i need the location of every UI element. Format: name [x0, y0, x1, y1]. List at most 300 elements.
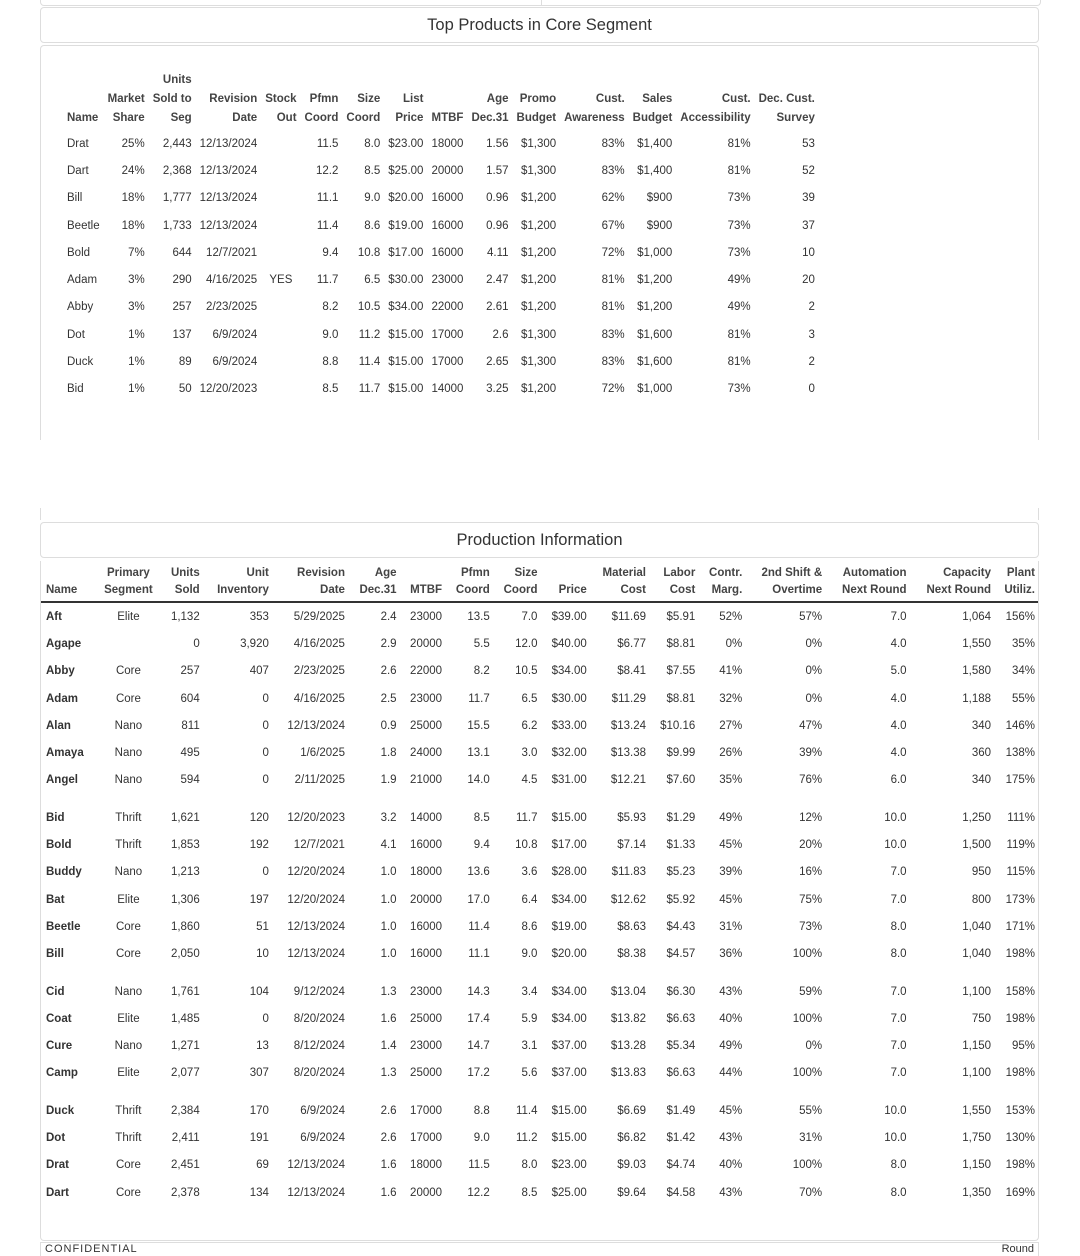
- column-header-line: MTBF: [410, 584, 443, 596]
- table-cell: 12.0: [515, 637, 538, 650]
- table-cell: 20000: [431, 164, 464, 177]
- table-cell: 169%: [1005, 1186, 1035, 1199]
- table-cell: 6/9/2024: [212, 356, 258, 369]
- table-cell: 49%: [727, 301, 751, 314]
- table-cell: Beetle: [46, 920, 81, 933]
- table-cell: 1,306: [170, 893, 200, 906]
- table-cell: 81%: [727, 164, 751, 177]
- table-cell: 7.0: [890, 985, 907, 998]
- table-cell: $10.16: [660, 719, 696, 732]
- table-cell: $13.28: [610, 1040, 646, 1053]
- table-cell: 40%: [719, 1159, 743, 1172]
- table-cell: 2.9: [380, 637, 397, 650]
- table-cell: 72%: [601, 383, 625, 396]
- column-header-line: Primary: [106, 567, 150, 579]
- table-cell: 73%: [799, 920, 823, 933]
- table-cell: 0.96: [486, 192, 509, 205]
- table-cell: 1,500: [962, 839, 992, 852]
- table-cell: $34.00: [551, 893, 587, 906]
- table-cell: Nano: [114, 719, 143, 732]
- table-cell: 198%: [1005, 1012, 1035, 1025]
- table-cell: 81%: [601, 274, 625, 287]
- table-cell: 0.9: [380, 719, 397, 732]
- table-cell: 67%: [601, 219, 625, 232]
- table-cell: 55%: [799, 1104, 823, 1117]
- table-cell: 353: [249, 610, 269, 623]
- table-cell: 0: [262, 747, 269, 760]
- table-cell: 23000: [410, 985, 443, 998]
- table-cell: 2,368: [162, 164, 192, 177]
- table-cell: $32.00: [551, 747, 587, 760]
- table-cell: 8.0: [364, 137, 381, 150]
- table-cell: 1,550: [962, 637, 992, 650]
- table-cell: $28.00: [551, 866, 587, 879]
- table-cell: 4.0: [890, 747, 907, 760]
- column-header-line: Cost: [620, 584, 646, 596]
- table-cell: 407: [249, 665, 269, 678]
- table-cell: 1,150: [962, 1159, 992, 1172]
- table-cell: $8.38: [617, 948, 646, 961]
- table-cell: $6.69: [617, 1104, 646, 1117]
- table-cell: 73%: [727, 383, 751, 396]
- table-cell: 16000: [431, 192, 464, 205]
- table-cell: 25000: [410, 1067, 443, 1080]
- table-cell: 146%: [1005, 719, 1035, 732]
- table-cell: 6.4: [521, 893, 538, 906]
- table-cell: 1,350: [962, 1186, 992, 1199]
- table-cell: $12.21: [610, 774, 646, 787]
- table-cell: $15.00: [388, 356, 424, 369]
- table-cell: Drat: [46, 1159, 70, 1172]
- table-cell: 5.9: [521, 1012, 538, 1025]
- table-cell: 1.9: [380, 774, 397, 787]
- column-header-line: Age: [374, 567, 397, 579]
- table-cell: 2,411: [171, 1131, 200, 1144]
- column-header-line: Name: [67, 112, 99, 124]
- table-cell: Camp: [46, 1067, 78, 1080]
- table-cell: Adam: [46, 692, 78, 705]
- table-cell: 7.0: [890, 1012, 907, 1025]
- table-row: [41, 1087, 1038, 1124]
- table-cell: $31.00: [551, 774, 587, 787]
- table-cell: [261, 321, 300, 348]
- table-cell: 192: [249, 839, 269, 852]
- column-header-line: Coord: [455, 584, 490, 596]
- table-cell: 6.5: [521, 692, 538, 705]
- table-cell: 23000: [431, 274, 464, 287]
- table-cell: 83%: [601, 356, 625, 369]
- column-header-line: Contr.: [709, 567, 743, 579]
- table-cell: 16000: [410, 920, 443, 933]
- table-cell: $20.00: [388, 192, 424, 205]
- table-cell: 11.5: [316, 137, 339, 150]
- table-cell: $34.00: [388, 301, 424, 314]
- table-cell: 10: [802, 246, 815, 259]
- table-cell: 6/9/2024: [212, 328, 258, 341]
- table-cell: $1.29: [666, 811, 696, 824]
- table-cell: 8.8: [473, 1104, 490, 1117]
- column-header: [96, 565, 161, 602]
- column-header: [676, 71, 754, 130]
- table-cell: 3.6: [521, 866, 538, 879]
- table-cell: 8.0: [890, 1186, 907, 1199]
- table-cell: 1,761: [170, 985, 200, 998]
- table-cell: 198%: [1005, 948, 1035, 961]
- table-cell: 1,853: [170, 839, 200, 852]
- table-cell: Amaya: [46, 747, 84, 760]
- table-cell: 340: [971, 774, 992, 787]
- table-cell: 104: [249, 985, 269, 998]
- table-row: [41, 1179, 1038, 1206]
- table-cell: 100%: [792, 1067, 823, 1080]
- table-cell: 115%: [1006, 866, 1035, 879]
- table-row: [61, 185, 819, 212]
- production-info-title: Production Information: [40, 522, 1039, 558]
- column-header-line: Labor: [663, 567, 696, 579]
- table-cell: $8.81: [666, 692, 696, 705]
- table-cell: Core: [115, 665, 141, 678]
- table-cell: 31%: [719, 920, 743, 933]
- column-header: [540, 565, 589, 602]
- table-cell: 1.57: [486, 164, 509, 177]
- table-row: [41, 630, 1038, 657]
- column-header-line: Capacity: [943, 567, 992, 579]
- table-cell: $6.63: [666, 1067, 696, 1080]
- table-cell: 8/20/2024: [293, 1067, 345, 1080]
- table-cell: 23000: [410, 1040, 443, 1053]
- table-cell: 53: [802, 137, 815, 150]
- table-cell: Buddy: [46, 866, 82, 879]
- table-cell: $11.83: [611, 866, 646, 879]
- table-cell: 12/7/2021: [206, 246, 258, 259]
- column-header: [698, 565, 745, 602]
- table-cell: 23000: [410, 610, 443, 623]
- table-cell: $6.30: [666, 985, 696, 998]
- production-info-panel: [40, 561, 1039, 1241]
- table-cell: 8/12/2024: [293, 1040, 345, 1053]
- table-cell: 1.0: [380, 920, 397, 933]
- table-cell: 1,733: [162, 219, 192, 232]
- table-cell: 16000: [431, 219, 464, 232]
- table-cell: $23.00: [388, 137, 424, 150]
- table-cell: 9.4: [322, 246, 339, 259]
- table-cell: 10.0: [884, 1104, 907, 1117]
- table-cell: $17.00: [551, 839, 587, 852]
- table-header-row: [61, 71, 819, 130]
- table-cell: 3%: [128, 274, 145, 287]
- table-cell: 12/20/2023: [287, 811, 345, 824]
- table-cell: $1,400: [637, 164, 673, 177]
- table-cell: 1/6/2025: [300, 747, 345, 760]
- table-cell: $5.92: [666, 893, 696, 906]
- column-header-line: Units: [170, 567, 200, 579]
- table-row: [41, 968, 1038, 1005]
- table-cell: 4/16/2025: [293, 692, 345, 705]
- table-cell: 3.25: [486, 383, 509, 396]
- table-cell: Elite: [117, 610, 140, 623]
- table-cell: 13.5: [467, 610, 490, 623]
- table-cell: $1.49: [666, 1104, 696, 1117]
- table-cell: 1.0: [380, 866, 397, 879]
- table-cell: 4.0: [890, 719, 907, 732]
- table-cell: 45%: [719, 893, 743, 906]
- table-cell: Nano: [114, 866, 143, 879]
- column-header-line: Awareness: [564, 112, 625, 124]
- table-cell: 14.7: [467, 1040, 490, 1053]
- table-cell: Abby: [46, 665, 75, 678]
- table-cell: 11.1: [316, 192, 339, 205]
- table-cell: 23000: [410, 692, 443, 705]
- table-cell: 604: [180, 692, 200, 705]
- table-cell: 35%: [1011, 637, 1035, 650]
- table-row: [61, 130, 819, 157]
- table-cell: Beetle: [67, 219, 100, 232]
- table-cell: 1,213: [170, 866, 200, 879]
- table-cell: 83%: [601, 164, 625, 177]
- table-cell: 49%: [727, 274, 751, 287]
- table-cell: Bid: [67, 383, 84, 396]
- table-cell: 62%: [601, 192, 625, 205]
- column-header-line: Material: [602, 567, 646, 579]
- table-cell: 12/20/2023: [199, 383, 258, 396]
- table-cell: Thrift: [115, 811, 142, 824]
- table-cell: Abby: [67, 301, 94, 314]
- table-cell: $900: [646, 219, 673, 232]
- table-cell: 18000: [410, 1159, 443, 1172]
- table-cell: 17000: [410, 1104, 443, 1117]
- table-cell: 8/20/2024: [293, 1012, 345, 1025]
- table-cell: [261, 212, 300, 239]
- table-cell: 6.0: [890, 774, 907, 787]
- table-cell: $15.00: [551, 1104, 587, 1117]
- table-cell: 12/13/2024: [287, 920, 345, 933]
- table-cell: 2.61: [486, 301, 509, 314]
- table-cell: $37.00: [551, 1040, 587, 1053]
- table-cell: 73%: [727, 192, 751, 205]
- table-cell: Core: [115, 1186, 141, 1199]
- table-cell: 20000: [410, 637, 443, 650]
- column-header-line: Market: [107, 93, 145, 105]
- table-cell: [261, 157, 300, 184]
- table-cell: 1,860: [170, 920, 200, 933]
- table-cell: 138%: [1005, 747, 1035, 760]
- footer-confidential: CONFIDENTIAL: [45, 1243, 138, 1255]
- table-cell: 100%: [792, 948, 823, 961]
- table-cell: 34%: [1011, 665, 1035, 678]
- table-cell: 10.8: [515, 839, 538, 852]
- table-cell: 158%: [1005, 985, 1035, 998]
- table-cell: $34.00: [551, 1012, 587, 1025]
- column-header: [196, 71, 262, 130]
- table-cell: 6.5: [364, 274, 381, 287]
- table-row: [41, 859, 1038, 886]
- table-cell: 1,100: [962, 985, 992, 998]
- column-header: [467, 71, 512, 130]
- column-header: [910, 565, 994, 602]
- table-cell: 1.3: [380, 985, 397, 998]
- column-header: [994, 565, 1038, 602]
- table-cell: 0: [808, 383, 815, 396]
- table-cell: 1,580: [962, 665, 992, 678]
- table-cell: 39: [802, 192, 815, 205]
- table-cell: 0%: [805, 637, 823, 650]
- table-cell: 7%: [128, 246, 145, 259]
- table-cell: 7.0: [890, 1067, 907, 1080]
- table-cell: 9.4: [473, 839, 490, 852]
- table-cell: $37.00: [551, 1067, 587, 1080]
- table-cell: 12/13/2024: [287, 1186, 345, 1199]
- column-header: [493, 565, 541, 602]
- table-cell: 171%: [1005, 920, 1035, 933]
- table-row: [41, 913, 1038, 940]
- table-cell: 0: [262, 866, 269, 879]
- table-cell: 18%: [121, 219, 145, 232]
- table-row: [61, 321, 819, 348]
- table-cell: 1.56: [486, 137, 509, 150]
- table-cell: 4.11: [487, 246, 509, 259]
- table-cell: $33.00: [551, 719, 587, 732]
- table-cell: $7.55: [666, 665, 696, 678]
- table-cell: Thrift: [115, 1104, 142, 1117]
- table-cell: 12/20/2024: [287, 893, 345, 906]
- table-cell: 1.0: [380, 948, 397, 961]
- table-cell: 10.8: [357, 246, 381, 259]
- table-cell: 175%: [1005, 774, 1035, 787]
- table-row: [41, 1060, 1038, 1087]
- table-cell: [261, 348, 300, 375]
- table-cell: $25.00: [388, 164, 424, 177]
- table-cell: 26%: [719, 747, 743, 760]
- table-cell: 257: [180, 665, 200, 678]
- table-cell: 11.7: [515, 811, 538, 824]
- table-cell: 1,271: [170, 1040, 200, 1053]
- table-cell: Dart: [67, 164, 89, 177]
- table-cell: Bill: [46, 948, 64, 961]
- table-cell: 43%: [719, 1131, 743, 1144]
- table-cell: $8.63: [617, 920, 646, 933]
- column-header-line: Cost: [669, 584, 696, 596]
- table-cell: $15.00: [388, 383, 424, 396]
- table-cell: 8.6: [521, 920, 538, 933]
- table-row: [41, 739, 1038, 766]
- table-cell: $15.00: [551, 1131, 587, 1144]
- table-cell: 11.7: [316, 274, 339, 287]
- column-header: [755, 71, 819, 130]
- table-cell: $39.00: [551, 610, 587, 623]
- table-cell: 5.6: [521, 1067, 538, 1080]
- column-header: [445, 565, 493, 602]
- table-cell: 0: [262, 719, 269, 732]
- table-cell: 81%: [727, 328, 751, 341]
- column-header-line: Share: [112, 112, 145, 124]
- column-header: [745, 565, 825, 602]
- column-header-line: Coord: [304, 112, 339, 124]
- table-cell: 307: [249, 1067, 269, 1080]
- table-cell: Drat: [67, 137, 89, 150]
- table-cell: 10.5: [515, 665, 538, 678]
- table-cell: $30.00: [551, 692, 587, 705]
- table-cell: 69: [256, 1159, 269, 1172]
- table-cell: 1.0: [380, 893, 397, 906]
- table-cell: 1,100: [962, 1067, 992, 1080]
- table-cell: $1,000: [637, 246, 673, 259]
- table-cell: 2,378: [170, 1186, 200, 1199]
- table-cell: 1%: [128, 383, 145, 396]
- table-cell: 10.0: [884, 811, 907, 824]
- table-cell: 8.8: [322, 356, 339, 369]
- column-header-line: Seg: [170, 112, 192, 124]
- table-cell: $1.42: [666, 1131, 696, 1144]
- table-cell: Elite: [117, 1012, 140, 1025]
- column-header-line: Sold to: [152, 93, 192, 105]
- table-cell: 25000: [410, 1012, 443, 1025]
- table-cell: 191: [249, 1131, 269, 1144]
- table-cell: 7.0: [521, 610, 538, 623]
- table-cell: 51: [256, 920, 269, 933]
- column-header-line: Date: [320, 584, 345, 596]
- table-cell: 22000: [431, 301, 464, 314]
- table-cell: 2.65: [486, 356, 509, 369]
- table-cell: Adam: [67, 274, 98, 287]
- table-cell: 4/16/2025: [206, 274, 258, 287]
- table-cell: 17.0: [467, 893, 490, 906]
- table-cell: Dart: [46, 1186, 70, 1199]
- column-header-line: Cust.: [595, 93, 625, 105]
- table-row: [61, 239, 819, 266]
- top-products-panel: [40, 45, 1039, 440]
- column-header-line: Size: [514, 567, 538, 579]
- table-cell: 39%: [719, 866, 743, 879]
- table-cell: 11.2: [358, 328, 381, 341]
- table-cell: 644: [172, 246, 192, 259]
- table-cell: 12/13/2024: [287, 1159, 345, 1172]
- table-cell: $15.00: [551, 811, 587, 824]
- top-products-table: [61, 71, 819, 403]
- table-cell: $25.00: [551, 1186, 587, 1199]
- table-cell: [261, 376, 300, 403]
- table-cell: $13.83: [610, 1067, 646, 1080]
- table-cell: 1,188: [962, 692, 992, 705]
- table-cell: $1,400: [637, 137, 673, 150]
- table-header-row: [41, 565, 1038, 602]
- table-cell: $40.00: [551, 637, 587, 650]
- table-cell: 57%: [799, 610, 823, 623]
- table-cell: 111%: [1007, 811, 1035, 824]
- table-cell: 59%: [799, 985, 823, 998]
- table-cell: 11.4: [316, 219, 339, 232]
- table-cell: 1%: [128, 356, 145, 369]
- table-cell: 10.0: [884, 1131, 907, 1144]
- table-cell: 89: [178, 356, 192, 369]
- table-cell: 1.8: [380, 747, 397, 760]
- table-cell: Core: [115, 920, 141, 933]
- table-cell: 198%: [1005, 1067, 1035, 1080]
- table-cell: 173%: [1005, 893, 1035, 906]
- column-header-line: Inventory: [217, 584, 269, 596]
- table-cell: 0%: [805, 692, 823, 705]
- table-cell: $1,200: [520, 246, 557, 259]
- table-cell: $19.00: [551, 920, 587, 933]
- table-cell: $9.99: [666, 747, 696, 760]
- table-row: [41, 767, 1038, 794]
- column-header: [348, 565, 400, 602]
- column-header: [61, 71, 104, 130]
- table-cell: $1,000: [637, 383, 673, 396]
- table-cell: 5.5: [473, 637, 490, 650]
- table-cell: $8.81: [666, 637, 696, 650]
- table-cell: $1,600: [637, 328, 673, 341]
- table-cell: 4.5: [521, 774, 538, 787]
